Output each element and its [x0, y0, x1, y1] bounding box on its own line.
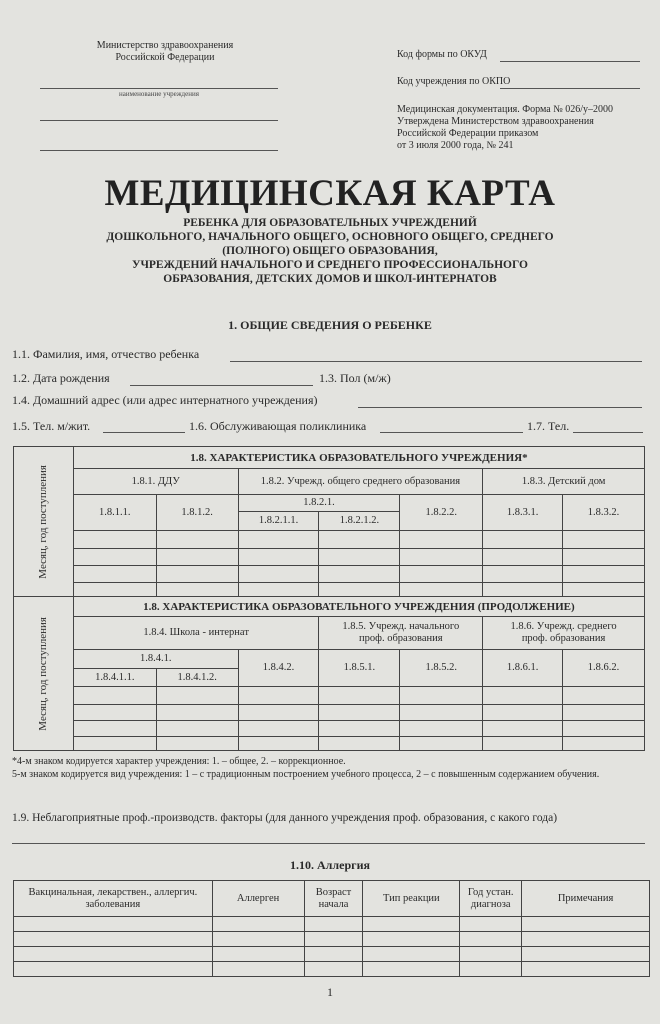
table-row — [14, 721, 645, 737]
entry-cell[interactable] — [156, 705, 238, 721]
entry-cell[interactable] — [212, 932, 304, 947]
table-row — [14, 737, 645, 751]
entry-cell[interactable] — [304, 917, 363, 932]
col-group-orphanage: 1.8.3. Детский дом — [483, 469, 645, 495]
entry-cell[interactable] — [460, 932, 522, 947]
subtitle-line: ДОШКОЛЬНОГО, НАЧАЛЬНОГО ОБЩЕГО, ОСНОВНОГО ОБЩЕГО, СРЕДНЕГО — [106, 231, 554, 243]
col-header-diagnosis-year — [460, 881, 522, 917]
institution-table — [13, 446, 645, 597]
col-header: 1.8.1.1. — [73, 495, 156, 531]
side-label: Месяц, год поступления — [37, 616, 50, 731]
col-header: 1.8.1.2. — [156, 495, 238, 531]
subtitle-line: РЕБЕНКА ДЛЯ ОБРАЗОВАТЕЛЬНЫХ УЧРЕЖДЕНИЙ — [183, 217, 477, 229]
header-line: начала — [318, 898, 349, 910]
field-1-6-label: 1.6. Обслуживающая поликлиника — [189, 419, 367, 433]
entry-cell[interactable] — [14, 962, 213, 977]
entry-cell[interactable] — [73, 531, 156, 549]
entry-cell[interactable] — [238, 583, 319, 597]
okud-label: Код формы по ОКУД — [397, 49, 487, 60]
table1-title: 1.8. ХАРАКТЕРИСТИКА ОБРАЗОВАТЕЛЬНОГО УЧРЕЖДЕНИЯ* — [73, 447, 644, 469]
table-row — [14, 917, 650, 932]
table-row — [14, 947, 650, 962]
doc-line4: от 3 июля 2000 года, № 241 — [397, 140, 514, 151]
subtitle-line: (ПОЛНОГО) ОБЩЕГО ОБРАЗОВАНИЯ, — [222, 245, 438, 257]
entry-cell[interactable] — [460, 947, 522, 962]
entry-cell[interactable] — [483, 721, 563, 737]
col-header: 1.8.4.1.1. — [73, 669, 156, 687]
entry-cell[interactable] — [483, 583, 563, 597]
field-1-4-label: 1.4. Домашний адрес (или адрес интернатного учреждения) — [12, 393, 318, 407]
entry-cell[interactable] — [156, 721, 238, 737]
allergy-table — [13, 880, 650, 977]
entry-cell[interactable] — [522, 947, 650, 962]
col-group-ddu: 1.8.1. ДДУ — [73, 469, 238, 495]
group-label-line: 1.8.6. Учрежд. среднего — [510, 621, 617, 632]
institution-name-line[interactable] — [40, 88, 278, 89]
entry-cell[interactable] — [319, 705, 400, 721]
subtitle-line: ОБРАЗОВАНИЯ, ДЕТСКИХ ДОМОВ И ШКОЛ-ИНТЕРНАТОВ — [163, 273, 497, 285]
entry-cell[interactable] — [483, 687, 563, 705]
entry-cell[interactable] — [460, 917, 522, 932]
document-title: МЕДИЦИНСКАЯ КАРТА — [104, 173, 556, 214]
doc-line2: Утверждена Министерством здравоохранения — [397, 116, 594, 127]
entry-cell[interactable] — [238, 687, 319, 705]
col-group-secondary-vocational — [483, 617, 645, 650]
entry-cell[interactable] — [363, 917, 460, 932]
col-header-onset-age — [304, 881, 363, 917]
okpo-field[interactable] — [500, 88, 640, 89]
entry-cell[interactable] — [156, 737, 238, 751]
entry-cell[interactable] — [563, 583, 645, 597]
entry-cell[interactable] — [563, 705, 645, 721]
ministry-block — [60, 40, 270, 64]
entry-cell[interactable] — [563, 737, 645, 751]
col-header: 1.8.3.2. — [563, 495, 645, 531]
entry-cell[interactable] — [14, 917, 213, 932]
col-header: 1.8.5.1. — [319, 650, 400, 687]
ministry-line1: Министерство здравоохранения — [96, 40, 234, 51]
col-header: 1.8.2.1.2. — [319, 512, 400, 531]
home-phone-field[interactable] — [103, 432, 185, 433]
entry-cell[interactable] — [483, 549, 563, 566]
field-1-1-label: 1.1. Фамилия, имя, отчество ребенка — [12, 347, 200, 361]
entry-cell[interactable] — [483, 566, 563, 583]
vocational-factors-field[interactable] — [12, 843, 645, 844]
entry-cell[interactable] — [319, 549, 400, 566]
entry-cell[interactable] — [212, 962, 304, 977]
entry-cell[interactable] — [156, 531, 238, 549]
entry-cell[interactable] — [522, 917, 650, 932]
table-row — [14, 962, 650, 977]
field-1-3-label: 1.3. Пол (м/ж) — [319, 371, 391, 385]
col-header-notes: Примечания — [522, 881, 650, 917]
col-header: 1.8.6.2. — [563, 650, 645, 687]
field-1-2-label: 1.2. Дата рождения — [12, 371, 110, 385]
entry-cell[interactable] — [563, 721, 645, 737]
entry-cell[interactable] — [400, 566, 483, 583]
table-row — [14, 583, 645, 597]
group-label-line: 1.8.5. Учрежд. начального — [342, 621, 460, 632]
entry-cell[interactable] — [400, 549, 483, 566]
group-label-line: проф. образования — [359, 633, 443, 644]
col-header: 1.8.2.1. — [238, 495, 400, 512]
entry-cell[interactable] — [304, 947, 363, 962]
entry-cell[interactable] — [73, 549, 156, 566]
col-header: 1.8.4.1. — [73, 650, 238, 669]
ministry-line2: Российской Федерации — [115, 52, 215, 63]
entry-cell[interactable] — [319, 721, 400, 737]
col-group-boarding-school: 1.8.4. Школа - интернат — [73, 617, 319, 650]
entry-cell[interactable] — [73, 583, 156, 597]
entry-cell[interactable] — [483, 705, 563, 721]
entry-cell[interactable] — [238, 737, 319, 751]
col-header-allergen: Аллерген — [212, 881, 304, 917]
subtitle-line: УЧРЕЖДЕНИЙ НАЧАЛЬНОГО И СРЕДНЕГО ПРОФЕССИОНАЛЬНОГО — [132, 259, 528, 271]
entry-cell[interactable] — [400, 737, 483, 751]
table2-title: 1.8. ХАРАКТЕРИСТИКА ОБРАЗОВАТЕЛЬНОГО УЧРЕЖДЕНИЯ (ПРОДОЛЖЕНИЕ) — [73, 597, 644, 617]
col-group-general-school: 1.8.2. Учрежд. общего среднего образования — [238, 469, 483, 495]
entry-cell[interactable] — [73, 737, 156, 751]
doc-line3: Российской Федерации приказом — [397, 128, 539, 139]
institution-table-continued — [13, 596, 645, 751]
entry-cell[interactable] — [563, 549, 645, 566]
entry-cell[interactable] — [238, 566, 319, 583]
col-header: 1.8.6.1. — [483, 650, 563, 687]
col-header: 1.8.2.2. — [400, 495, 483, 531]
footnote-1: *4-м знаком кодируется характер учреждения: 1. – общее, 2. – коррекционное. — [12, 756, 346, 767]
col-header: 1.8.2.1.1. — [238, 512, 319, 531]
col-header: 1.8.4.2. — [238, 650, 319, 687]
entry-cell[interactable] — [14, 947, 213, 962]
doc-line1: Медицинская документация. Форма № 026/у–2000 — [397, 104, 614, 115]
entry-cell[interactable] — [400, 531, 483, 549]
entry-cell[interactable] — [73, 687, 156, 705]
okpo-label: Код учреждения по ОКПО — [397, 76, 511, 87]
entry-cell[interactable] — [319, 531, 400, 549]
entry-cell[interactable] — [238, 549, 319, 566]
entry-cell[interactable] — [156, 687, 238, 705]
institution-line-2[interactable] — [40, 120, 278, 121]
table-row — [14, 932, 650, 947]
entry-cell[interactable] — [319, 583, 400, 597]
entry-cell[interactable] — [73, 705, 156, 721]
entry-cell[interactable] — [156, 549, 238, 566]
entry-cell[interactable] — [563, 566, 645, 583]
entry-cell[interactable] — [319, 566, 400, 583]
field-1-5-label: 1.5. Тел. м/жит. — [12, 419, 91, 433]
col-header-diseases: Вакцинальная, лекарствен., аллергич. заболевания — [14, 881, 213, 917]
side-label-cell — [14, 447, 74, 597]
document-subtitle — [60, 216, 600, 286]
section1-title: 1. ОБЩИЕ СВЕДЕНИЯ О РЕБЕНКЕ — [228, 318, 432, 332]
table-row — [14, 549, 645, 566]
entry-cell[interactable] — [522, 932, 650, 947]
clinic-phone-field[interactable] — [573, 432, 643, 433]
col-header: 1.8.5.2. — [400, 650, 483, 687]
entry-cell[interactable] — [563, 687, 645, 705]
entry-cell[interactable] — [238, 721, 319, 737]
allergy-title: 1.10. Аллергия — [290, 858, 370, 872]
entry-cell[interactable] — [304, 932, 363, 947]
page-number: 1 — [327, 985, 333, 999]
entry-cell[interactable] — [522, 962, 650, 977]
entry-cell[interactable] — [73, 721, 156, 737]
entry-cell[interactable] — [363, 932, 460, 947]
group-label-line: проф. образования — [521, 633, 606, 644]
entry-cell[interactable] — [212, 917, 304, 932]
form-approval-block — [397, 104, 613, 152]
entry-cell[interactable] — [363, 962, 460, 977]
institution-line-3[interactable] — [40, 150, 278, 151]
institution-caption: наименование учреждения — [119, 90, 199, 98]
entry-cell[interactable] — [483, 531, 563, 549]
col-header-reaction-type: Тип реакции — [363, 881, 460, 917]
entry-cell[interactable] — [400, 687, 483, 705]
table-row — [14, 687, 645, 705]
side-label-cell — [14, 597, 74, 751]
field-1-7-label: 1.7. Тел. — [527, 419, 570, 433]
entry-cell[interactable] — [212, 947, 304, 962]
table-row — [14, 531, 645, 549]
col-header: 1.8.4.1.2. — [156, 669, 238, 687]
entry-cell[interactable] — [319, 737, 400, 751]
child-name-field[interactable] — [230, 361, 642, 362]
entry-cell[interactable] — [563, 531, 645, 549]
col-group-primary-vocational — [319, 617, 483, 650]
field-1-9-label: 1.9. Неблагоприятные проф.-производств. факторы (для данного учреждения проф. образования, с какого года) — [12, 812, 558, 824]
table-row — [14, 705, 645, 721]
footnote-2: 5-м знаком кодируется вид учреждения: 1 – с традиционным построением учебного процесса, 2 – с повышенным содержанием обучения. — [12, 769, 600, 780]
okud-field[interactable] — [500, 61, 640, 62]
entry-cell[interactable] — [363, 947, 460, 962]
entry-cell[interactable] — [304, 962, 363, 977]
entry-cell[interactable] — [460, 962, 522, 977]
entry-cell[interactable] — [319, 687, 400, 705]
entry-cell[interactable] — [400, 721, 483, 737]
side-label: Месяц, год поступления — [37, 464, 50, 579]
entry-cell[interactable] — [14, 932, 213, 947]
entry-cell[interactable] — [73, 566, 156, 583]
col-header: 1.8.3.1. — [483, 495, 563, 531]
table-row — [14, 566, 645, 583]
entry-cell[interactable] — [156, 566, 238, 583]
header-line: Возраст — [315, 886, 352, 898]
home-address-field[interactable] — [358, 407, 642, 408]
clinic-field[interactable] — [380, 432, 523, 433]
birth-date-field[interactable] — [130, 385, 313, 386]
entry-cell[interactable] — [483, 737, 563, 751]
entry-cell[interactable] — [238, 705, 319, 721]
entry-cell[interactable] — [156, 583, 238, 597]
entry-cell[interactable] — [238, 531, 319, 549]
header-line: Год устан. — [467, 886, 514, 898]
entry-cell[interactable] — [400, 705, 483, 721]
entry-cell[interactable] — [400, 583, 483, 597]
header-line: диагноза — [470, 898, 511, 910]
